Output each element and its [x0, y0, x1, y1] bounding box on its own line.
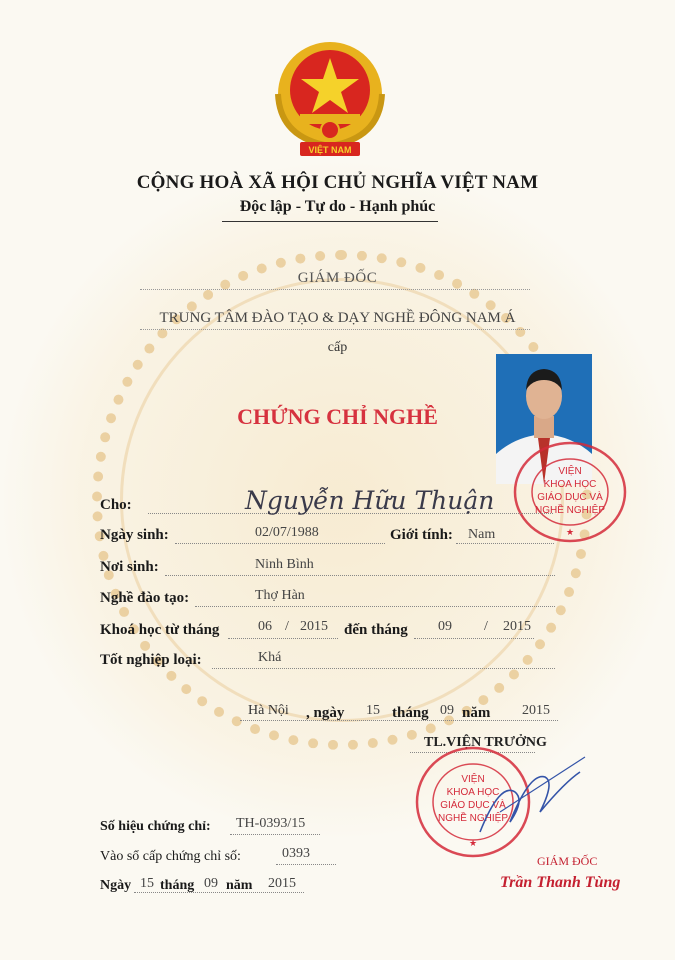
issuer-organization-line	[140, 329, 530, 330]
pob-label: Nơi sinh:	[100, 559, 159, 575]
grade-line	[212, 668, 555, 669]
registry-month: 09	[204, 876, 218, 891]
registry-day: 15	[140, 876, 154, 891]
course-to-month: 09	[438, 619, 452, 634]
dob-label: Ngày sinh:	[100, 527, 169, 543]
certificate-title: CHỨNG CHỈ NGHỀ	[237, 404, 438, 429]
emblem-label: VIỆT NAM	[308, 145, 352, 155]
issue-year-label: năm	[462, 705, 491, 721]
course-from-month: 06	[258, 619, 272, 634]
holder-name: Nguyễn Hữu Thuận	[245, 486, 495, 515]
nation-name: CỘNG HOÀ XÃ HỘI CHỦ NGHĨA VIỆT NAM	[136, 172, 539, 193]
dob-line	[175, 543, 385, 544]
issuer-organization: TRUNG TÂM ĐÀO TẠO & DẠY NGHỀ ĐÔNG NAM Á	[159, 310, 516, 326]
gender-label: Giới tính:	[390, 527, 453, 543]
national-motto: Độc lập - Tự do - Hạnh phúc	[239, 198, 436, 215]
signature-authority: TL.VIỆN TRƯỞNG	[424, 735, 547, 750]
trade-line	[195, 606, 555, 607]
svg-text:★: ★	[565, 527, 575, 537]
book-label: Vào sổ cấp chứng chỉ số:	[100, 849, 241, 864]
book-line	[276, 864, 336, 865]
issue-place: Hà Nội	[248, 703, 289, 718]
course-from-slash: /	[285, 619, 289, 634]
course-from-line	[228, 638, 338, 639]
for-label: Cho:	[100, 497, 132, 513]
seal-text-2: KHOA HỌC	[543, 479, 597, 490]
issue-date-line	[240, 720, 558, 721]
national-emblem-icon	[270, 38, 390, 160]
institute-seal-upper	[511, 440, 629, 544]
registry-date-line	[134, 892, 304, 893]
issue-day-label: , ngày	[306, 705, 345, 721]
serial-value: TH-0393/15	[236, 816, 306, 831]
serial-line	[230, 834, 320, 835]
trade-label: Nghề đào tạo:	[100, 590, 190, 606]
registry-day-label: Ngày	[100, 878, 132, 893]
course-label: Khoá học từ tháng	[100, 622, 220, 638]
issue-verb: cấp	[327, 340, 348, 355]
issue-month: 09	[440, 703, 454, 718]
svg-text:★: ★	[468, 838, 478, 848]
issue-year: 2015	[522, 703, 550, 718]
seal-text-1: VIỆN	[558, 466, 582, 477]
issuer-title-line	[140, 289, 530, 290]
seal-lower-text-1: VIỆN	[461, 774, 485, 785]
signer-name: Trần Thanh Tùng	[500, 874, 621, 891]
gender-value: Nam	[468, 527, 496, 542]
seal-text-3: GIÁO DỤC VÀ	[537, 492, 603, 503]
pob-line	[165, 575, 555, 576]
seal-lower-text-4: NGHỀ NGHIỆP	[437, 813, 509, 824]
registry-year-label: năm	[226, 878, 253, 893]
serial-label: Số hiệu chứng chỉ:	[100, 819, 211, 834]
seal-lower-text-2: KHOA HỌC	[446, 787, 500, 798]
dob-value: 02/07/1988	[255, 525, 319, 540]
course-to-line	[414, 638, 534, 639]
course-to-label: đến tháng	[344, 622, 408, 638]
handwritten-signature	[470, 752, 590, 852]
grade-value: Khá	[258, 650, 282, 665]
grade-label: Tốt nghiệp loại:	[100, 652, 202, 668]
trade-value: Thợ Hàn	[255, 588, 305, 603]
registry-month-label: tháng	[160, 878, 195, 893]
signer-role: GIÁM ĐỐC	[537, 854, 598, 868]
motto-underline	[222, 221, 438, 222]
book-value: 0393	[282, 846, 310, 861]
course-to-year: 2015	[503, 619, 531, 634]
issue-day: 15	[366, 703, 380, 718]
course-to-slash: /	[484, 619, 488, 634]
gender-line	[456, 543, 554, 544]
seal-lower-text-3: GIÁO DỤC VÀ	[440, 800, 506, 811]
seal-text-4: NGHỀ NGHIỆP	[534, 505, 606, 516]
course-from-year: 2015	[300, 619, 328, 634]
issue-month-label: tháng	[392, 705, 429, 721]
issuer-title: GIÁM ĐỐC	[297, 270, 378, 286]
registry-year: 2015	[268, 876, 296, 891]
pob-value: Ninh Bình	[255, 557, 314, 572]
